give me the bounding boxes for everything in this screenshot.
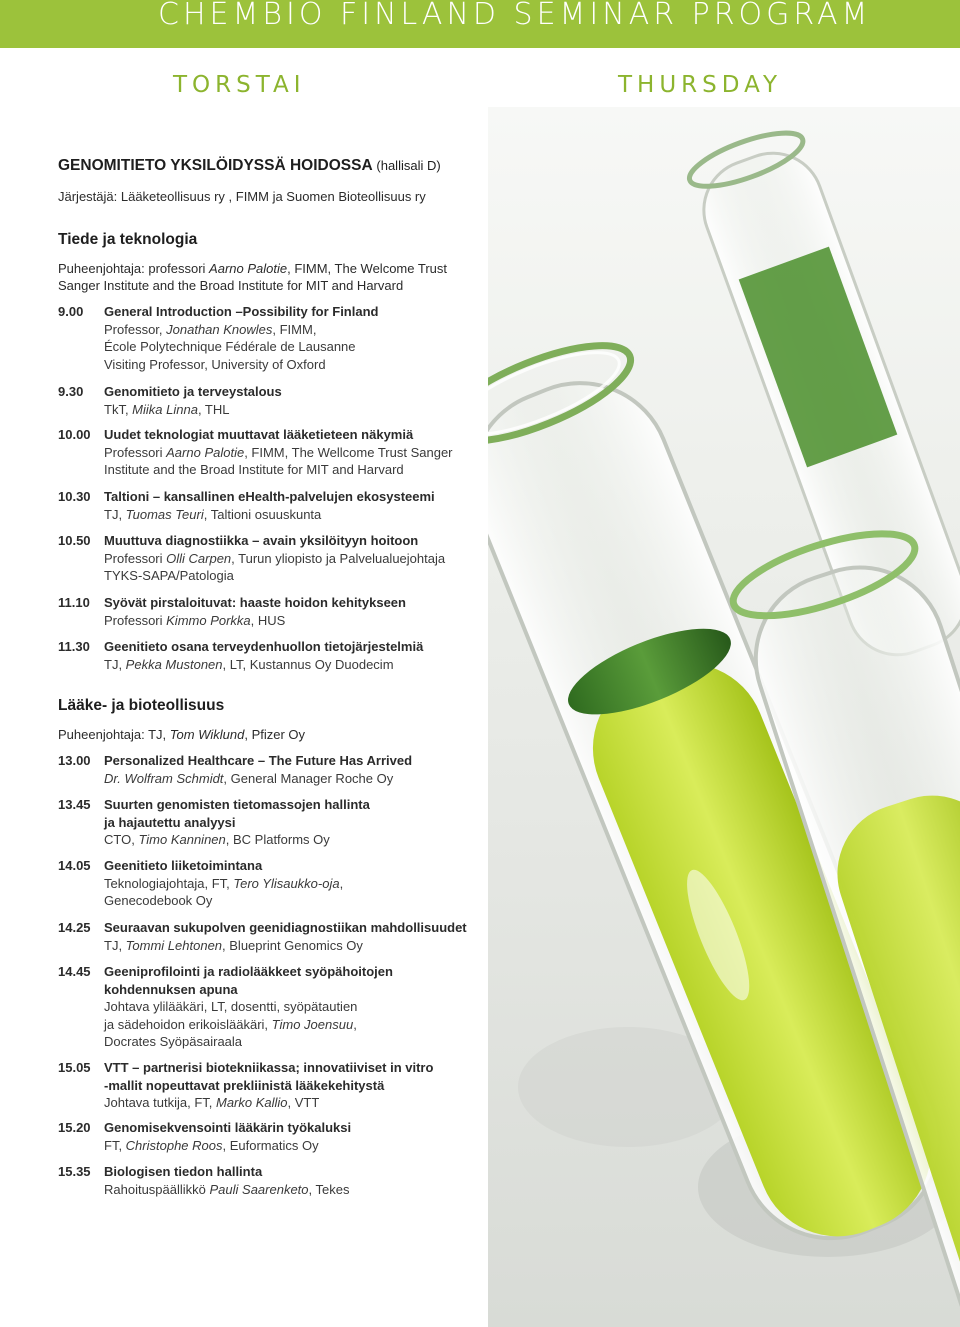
item-speaker [104,506,435,524]
item-body [104,594,406,629]
header-bar [0,0,960,48]
item-time: 14.05 [58,858,91,873]
item-title: Seuraavan sukupolven geenidiagnostiikan mahdollisuudet [104,920,467,935]
item-speaker [104,612,406,630]
speaker-affiliation: , Blueprint Genomics Oy [222,937,363,953]
item-time: 9.00 [58,304,84,319]
chair-suffix: , Pfizer Oy [244,727,306,742]
speaker-name: Tommi Lehtonen [125,937,223,953]
item-speaker [104,550,445,568]
speaker-affiliation: , FIMM, The Wellcome Trust Sanger [244,444,453,460]
speaker-name: Kimmo Porkka [166,612,251,628]
item-title: Uudet teknologiat muuttavat lääketieteen näkymiä [104,427,414,442]
item-body [104,532,445,585]
item-title: Suurten genomisten tietomassojen hallinta [104,797,370,812]
speaker-role: TJ, [104,937,126,953]
speaker-name: Timo Joensuu [271,1016,354,1032]
section-room: (hallisali D) [376,158,441,173]
item-body [104,488,435,523]
speaker-role: CTO, [104,832,139,847]
item-time: 9.30 [58,384,84,399]
item-time: 14.25 [58,920,91,935]
speaker-affiliation: , Tekes [308,1181,350,1197]
item-time: 15.35 [58,1164,91,1179]
speaker-affiliation: , FIMM, [272,321,317,337]
speaker-name: Marko Kallio [216,1095,288,1110]
item-detail: Visiting Professor, University of Oxford [104,356,326,372]
item-body [104,426,453,479]
chair-name: Aarno Palotie [209,261,288,276]
item-time: 10.00 [58,427,91,442]
chair-prefix: Puheenjohtaja: TJ, [58,727,170,742]
speaker-name: Christophe Roos [125,1137,223,1153]
item-time: 10.30 [58,489,91,504]
item-speaker [104,937,467,955]
item-title: Geenitieto liiketoimintana [104,858,263,873]
section-title-text: GENOMITIETO YKSILÖIDYSSÄ HOIDOSSA [58,157,373,174]
speaker-role: Professori [104,550,167,566]
speaker-name: Tero Ylisaukko-oja [233,875,340,891]
speaker-affiliation: , THL [197,401,230,417]
speaker-affiliation: , [353,1016,357,1032]
item-body [104,919,467,954]
chair-name: Tom Wiklund [169,727,245,742]
test-tubes-photo [488,107,960,1327]
item-detail: Docrates Syöpäsairaala [104,1034,243,1049]
item-title: General Introduction –Possibility for Finland [104,304,379,319]
speaker-name: Pekka Mustonen [125,656,223,672]
speaker-role: TJ, [104,506,126,522]
item-speaker [104,831,370,849]
speaker-name: Aarno Palotie [166,444,245,460]
organizer-line: Järjestäjä: Lääketeollisuus ry , FIMM ja Suomen Bioteollisuus ry [58,189,426,204]
item-title-line-2: -mallit nopeuttavat prekliinistä lääkekehitystä [104,1077,385,1093]
section-title [58,157,441,174]
chair-prefix: Puheenjohtaja: professori [58,261,210,276]
item-speaker [104,875,343,893]
speaker-affiliation: , BC Platforms Oy [225,832,330,847]
speaker-name: Pauli Saarenketo [209,1181,309,1197]
item-time: 15.05 [58,1060,91,1075]
speaker-affiliation: , Euformatics Oy [222,1137,319,1153]
item-title: Genomisekvensointi lääkärin työkaluksi [104,1120,352,1135]
item-title: Geeniprofilointi ja radiolääkkeet syöpähoitojen [104,964,393,979]
speaker-role: Johtava tutkija, FT, [104,1095,216,1110]
chair-suffix: , FIMM, The Welcome Trust [287,261,447,276]
chair-line [58,726,305,743]
item-body [104,796,370,849]
item-speaker [104,444,453,462]
item-speaker [104,656,423,674]
day-label-finnish: TORSTAI [173,72,306,98]
speaker-name: Dr. Wolfram Schmidt [104,770,224,786]
speaker-name: Tuomas Teuri [125,506,204,522]
speaker-affiliation: , [339,875,344,891]
speaker-name: Miika Linna [132,401,198,417]
speaker-role: TJ, [104,656,126,672]
item-body [104,1163,349,1198]
chair-line [58,260,447,277]
item-time: 15.20 [58,1120,91,1135]
item-title-line-2: kohdennuksen apuna [104,981,238,997]
speaker-name: Jonathan Knowles [166,321,273,337]
item-time: 11.10 [58,595,90,610]
day-label-english: THURSDAY [618,72,783,98]
item-speaker [104,401,282,419]
item-time: 13.00 [58,753,91,768]
item-detail: TYKS-SAPA/Patologia [104,568,234,583]
speaker-role: Professori [104,612,167,628]
item-detail: École Polytechnique Fédérale de Lausanne [104,339,356,354]
speaker-name: Olli Carpen [166,550,232,566]
page-title: CHEMBIO FINLAND SEMINAR PROGRAM [158,0,872,32]
subsection-title: Lääke- ja bioteollisuus [58,697,225,714]
item-detail: Institute and the Broad Institute for MIT and Harvard [104,462,404,477]
item-title: VTT – partnerisi biotekniikassa; innovatiiviset in vitro [104,1060,434,1075]
item-title: Biologisen tiedon hallinta [104,1164,263,1179]
item-body [104,1059,433,1112]
item-speaker: Johtava ylilääkäri, LT, dosentti, syöpätautien [104,999,358,1014]
item-body [104,857,343,910]
item-title: Syövät pirstaloituvat: haaste hoidon kehitykseen [104,595,406,610]
speaker-affiliation: , General Manager Roche Oy [223,770,394,786]
item-body [104,638,423,673]
item-detail: Genecodebook Oy [104,893,213,908]
item-title-line-2: ja hajautettu analyysi [104,814,236,830]
speaker-affiliation: , LT, Kustannus Oy Duodecim [222,656,394,672]
item-body [104,963,393,1051]
speaker-affiliation: , Turun yliopisto ja Palvelualuejohtaja [231,550,446,566]
chair-line-2: Sanger Institute and the Broad Institute for MIT and Harvard [58,278,404,293]
speaker-role: Professori [104,444,167,460]
speaker-role: TkT, [104,401,133,417]
item-body [104,1119,351,1154]
item-body [104,383,282,418]
item-title: Geenitieto osana terveydenhuollon tietojärjestelmiä [104,639,424,654]
speaker-role: FT, [104,1137,126,1153]
item-speaker [104,1181,349,1199]
item-time: 10.50 [58,533,91,548]
speaker-affiliation: , VTT [287,1095,320,1110]
speaker-affiliation: , Taltioni osuuskunta [203,506,322,522]
item-time: 11.30 [58,639,90,654]
item-title: Muuttuva diagnostiikka – avain yksilöityyn hoitoon [104,533,419,548]
item-speaker [104,1094,433,1112]
speaker-name: Timo Kanninen [138,832,226,847]
speaker-role: Professor, [104,321,167,337]
item-speaker-line-2 [104,1016,393,1034]
item-title: Personalized Healthcare – The Future Has Arrived [104,753,413,768]
speaker-affiliation: , HUS [250,612,286,628]
item-title: Taltioni – kansallinen eHealth-palvelujen ekosysteemi [104,489,435,504]
speaker-role: Teknologiajohtaja, FT, [104,875,234,891]
item-body [104,303,378,373]
item-speaker [104,321,378,339]
item-speaker [104,1137,351,1155]
item-body [104,752,412,787]
item-speaker [104,770,412,788]
speaker-role: Rahoituspäällikkö [104,1181,210,1197]
item-time: 14.45 [58,964,91,979]
subsection-title: Tiede ja teknologia [58,231,198,248]
speaker-role: ja sädehoidon erikoislääkäri, [104,1016,272,1032]
item-time: 13.45 [58,797,91,812]
item-title: Genomitieto ja terveystalous [104,384,282,399]
